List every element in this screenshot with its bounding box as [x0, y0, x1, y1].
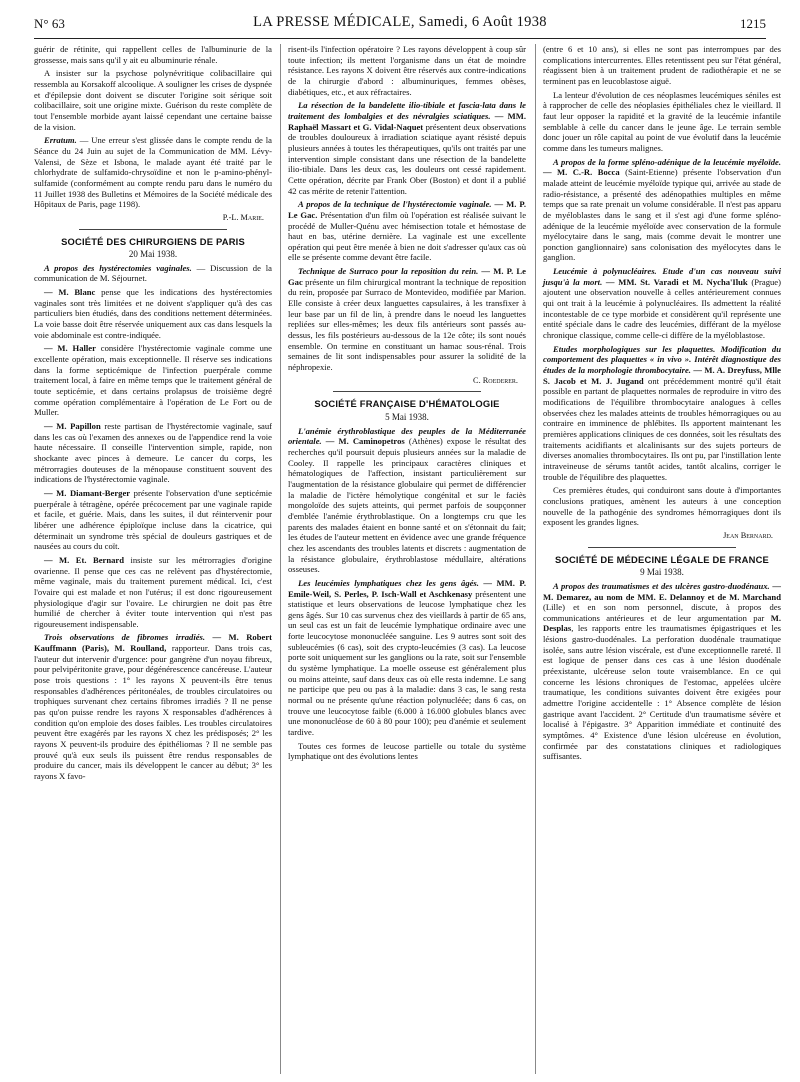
- article: [543, 581, 781, 762]
- speaker-name: — M. Caminopetros: [321, 436, 405, 447]
- speaker-name: — M. P. Le Gac: [288, 266, 526, 287]
- article: [288, 426, 526, 575]
- article-title: Leucémie à polynucléaires. Etude d'un cas nouveau suivi jusqu'à la mort.: [543, 266, 781, 287]
- signature: P.-L. Marie.: [222, 212, 264, 222]
- article-text: pense que les indications des hystérectomies vaginales sont très limitées et ne doivent s'appliquer qu'à des cas particuliers bien étudiés, dans des conditions nettement déterminées. La voie basse doit être réservée uniquement aux cas dans lesquels la voie abdominale est contre-indiquée.: [34, 287, 272, 340]
- article-title: A propos de la forme spléno-adénique de la leucémie myéloïde.: [553, 156, 781, 167]
- column-divider: [535, 44, 536, 1074]
- article: [288, 266, 526, 373]
- article-text: présentent une statistique et leurs observations de leucose lymphatique chez les gens âgés. Sur 10 cas survenus chez des vieillards à partir de 65 ans, un seul cas est un fait de leucémie lymphatique ordinaire avec une forte leucocytose mononucléée sanguine. Les 9 autres sont soit des subleucémies (6 cas), soit des crypto-leucémies (3 cas). La leucose porte soit uniquement sur les ganglions ou la rate, soit sur l'ensemble du système lymphatique. La moelle osseuse est généralement plus ou moins atteinte, sauf dans deux cas où elle resta indemne. Le sang ne participe que peu ou pas à la maladie: dans 3 cas, le sang resta normal ou ne présente qu'une réaction polynucléée; dans 6 cas, on trouve une leucocytose faible (6.000 à 16.000 globules blancs avec une mononucléose de 60 à 80 pour 100); peu d'anémie et seulement tardive.: [288, 588, 526, 738]
- article-title: Etudes morphologiques sur les plaquettes. Modification du comportement des plaquettes « in vivo ». Intérêt diagnostique des études de la morphologie thrombocytaire.: [543, 343, 781, 376]
- article-text: , les rapports entre les traumatismes épigastriques et les lésions gastro-duodénales. La perforation duodénale traumatique isolée, sans autre lésion viscérale, est d'une exceptionnelle rareté. Il est logique de penser dans ces cas à une lésion duodénale préexistante, ulcéreuse selon toute vraisemblance. En ce qui concerne les lésions chroniques de l'estomac, appelées ulcère traumatique, les conditions suivantes doivent être exigées pour admettre l'origine accidentelle : 1° Absence complète de lésion gastrique avant l'accident. 2° Certitude d'un traumatisme sévère et localisé à l'épigastre. 3° Apparition immédiate et continuité des symptômes. 4° Existence d'une lésion ulcéreuse en évolution, confirmée par des constatations cliniques et radiologiques suffisantes.: [543, 623, 781, 762]
- article: [543, 344, 781, 483]
- speaker-name: — M. Et. Bernard: [44, 554, 125, 565]
- article-text: Présentation d'un film où l'opération est réalisée suivant le procédé de Muller-Quénu avec hémisection totale et hémostase de haut en bas, utérine dernière. La vaginale est une excellente opération qui peut être menée à bien ne doit s'adresser qu'aux cas où elle se présente comme devant être facile.: [288, 209, 527, 263]
- article-text: présentent deux observations de troubles douloureux à irradiation sciatique ayant résisté depuis plusieurs années à toutes les thérapeutiques, qu'ils ont traités par une intervention simple consistant dans une résection de la bandelette ilio-tibiale. Dans les deux cas, les douleurs ont cessé rapidement. Cette opération, décrite par Frank Ober (Boston) et dont il a publié 42 cas mérite de retenir l'attention.: [288, 121, 527, 196]
- paragraph: La lenteur d'évolution de ces néoplasmes leucémiques séniles est à rapprocher de celle des néoplasies épithéliales chez le vieillard. Il faut leur opposer la rapidité et la gravité de la leucémie infantile semblable à celle du cancer dans le jeune âge. Le terrain semble donc jouer un rôle capital au point de vue évolutif dans la leucémie comme dans les tumeurs malignes.: [543, 89, 781, 153]
- section-heading: SOCIÉTÉ FRANÇAISE D'HÉMATOLOGIE: [314, 398, 500, 410]
- article-title: Les leucémies lymphatiques chez les gens âgés.: [298, 577, 479, 588]
- article-title: A propos des hystérectomies vaginales.: [44, 262, 192, 273]
- erratum-text: — Une erreur s'est glissée dans le compte rendu de la Séance du 24 Juin au sujet de la Communication de MM. Lévy-Valensi, de Sèze et Isbona, le malade ayant été traité par le chlorhydrate de sulfamido-chrysoïdine et non le p-amino-phényl-sulfamide (conformément au compte rendu paru dans le numéro du 11 Juillet 1938 des Bulletins et Mémoires de la Société médicale des Hôpitaux de Paris, page 1198).: [34, 135, 272, 210]
- column-2: [288, 44, 526, 765]
- speaker-name: — M. Haller: [44, 343, 96, 354]
- article: [288, 100, 526, 196]
- article: [34, 343, 272, 418]
- article: [34, 421, 272, 485]
- paragraph: Ces premières études, qui conduiront sans doute à d'importantes conclusions pratiques, amènent les auteurs à une conception nouvelle de la pathogénie des syndromes hémorragiques dont ils exposent les grandes lignes.: [543, 485, 781, 528]
- article-text: présente un film chirurgical montrant la technique de reposition du rein, proposée par Surraco de Montevideo, modifiée par Marion. Elle consiste à créer deux languettes capsulaires, à les transfixer à leur base par un fil de lin, à prendre dans le noeud les languettes repliées sur elles-mêmes; les deux fils antérieurs sont passés au-dessus, les fils postérieurs au-dessous de la 12e côte; ils sont noués ensemble. On termine en constituant un hamac sous-rénal. Trois semaines de lit sont indispensables pour assurer la solidité de la néphropexie.: [288, 276, 526, 373]
- paragraph: Toutes ces formes de leucose partielle ou totale du système lymphatique ont des évolutions lentes: [288, 740, 526, 762]
- speaker-name: M. Desplas: [543, 612, 781, 634]
- article-title: A propos des traumatismes et des ulcères gastro-duodénaux.: [553, 580, 770, 591]
- article-title: Technique de Surraco pour la reposition du rein.: [298, 266, 479, 277]
- paragraph: risent-ils l'infection opératoire ? Les rayons développent à coup sûr toute infection; ils mettent l'organisme dans un état de moindre résistance. Les rayons X doivent être réservés aux contre-indications de la chirurgie d'abord : albuminuriques, femmes obèses, diabétiques, etc., et aux réfractaires.: [288, 44, 526, 97]
- erratum-paragraph: [34, 135, 272, 210]
- page-number: 1215: [740, 16, 766, 31]
- speaker-name: — M. Diamant-Berger: [44, 487, 131, 498]
- article-text: rapporteur. Dans trois cas, l'auteur dut intervenir d'urgence: pour gangrène d'un noyau fibreux, pour pelvipéritonite grave, pour dégénérescence cancéreuse. L'auteur pose trois questions : 1° les rayons X peuvent-ils être tenus responsables d'adhérences péritonéales, de troubles circulatoires ou trophiques survenant chez certains fibromes irradiés ? Il ne pense pas qu'on puisse rendre les rayons X responsables d'adhérences à condition qu'on emploie des doses faibles. Les troubles circulatoires peuvent être exagérés par les rayons X chez les prédisposés; 2° les rayons X peuvent-ils produire des épithéliomas ? Il ne semble pas prouvé qu'à eux seuls ils puissent être rendus responsables de produire du cancer, mais ils développent le cancer au début; 3° les rayons X favo-: [34, 643, 273, 781]
- section-heading: SOCIÉTÉ DES CHIRURGIENS DE PARIS: [61, 235, 245, 247]
- article-title: La résection de la bandelette ilio-tibiale et fascia-lata dans le traitement des lombalgies et des névralgies sciatiques.: [288, 100, 526, 121]
- article: [543, 266, 781, 341]
- article-title: A propos de la technique de l'hystérectomie vaginale.: [298, 199, 492, 210]
- article-text: (Lille) et en son nom personnel, discute, à propos des communications antérieures et de leur argumentation par: [543, 602, 781, 623]
- speaker-name: — M. A. Dreyfuss, Mlle S. Jacob et M. J. Jugand: [543, 365, 781, 386]
- article-title: L'anémie érythroblastique des peuples de la Méditerranée orientale.: [288, 425, 526, 447]
- article: [288, 199, 526, 263]
- speaker-name: — MM. Raphaël Massart et G. Vidal-Naquet: [288, 110, 527, 132]
- column-divider: [280, 44, 281, 1074]
- article: [34, 287, 272, 340]
- session-date: 9 Mai 1938.: [640, 567, 684, 578]
- article: [34, 263, 272, 284]
- article: [34, 632, 272, 781]
- article-text: insiste sur les métrorragies d'origine ovarienne. Il pense que ces cas ne relèvent pas d'hystérectomie, même vaginale, mais du traitement purement médical. Ici, c'est l'ovaire qui est malade et non l'utérus; il est donc rigoureusement physiologique d'agir sur l'ovaire. Le chirurgien ne doit pas être humilié de chercher à éviter toute intervention qui n'est pas rigoureusement indispensable.: [34, 554, 272, 629]
- article-text: (Saint-Etienne) présente l'observation d'un malade atteint de leucémie myéloïde typique qui, arrivée au stade de radio-résistance, a présenté des adénopathies multiples en même temps que sa rate prenait un volume considérable. Il n'est pas apparu de myéloblastes dans le sang et il s'est agi d'une forme spléno-adénique de la leucémie myéloïde avec conservation de la formule myélocytaire dans le sang, mais (comme devait le montrer une ponction ganglionnaire) sans colonisation des myélocytes dans le ganglion.: [543, 167, 781, 263]
- page-header: [34, 14, 766, 39]
- paragraph: A insister sur la psychose polynévritique colibacillaire qui ressembla au Korsakoff alcoolique. A souligner les crises de dyspnée et d'épilepsie dont doivent se discuter l'origine soit sérique soit colibacillaire, soit une origine mixte. Guérison du reste complète de tout l'ensemble morbide ayant laissé cependant une certaine baisse de la vision.: [34, 68, 272, 132]
- session-date: 20 Mai 1938.: [128, 249, 178, 260]
- erratum-label: Erratum.: [44, 135, 77, 146]
- speaker-name: — MM. P. Emile-Weil, S. Perles, P. Isch-Wall et Aschkenasy: [288, 577, 526, 599]
- column-1: [34, 44, 272, 785]
- article: [543, 157, 781, 264]
- speaker-name: — M. Robert Kauffmann (Paris), M. Roulland,: [34, 632, 272, 654]
- article: [34, 488, 272, 552]
- section-rule: [79, 229, 227, 230]
- article-text: reste partisan de l'hystérectomie vaginale, sauf dans les cas où l'examen des annexes ou de l'appendice rend la voie haute nécessaire. Il conseille l'intervention simple, rapide, non shockante avec pinces à demeure. Le cancer du corps, les métrorragies douteuses de la ménopause constituent souvent des indications de l'hystérectomie vaginale.: [34, 421, 273, 485]
- article-text: — Discussion de la communication de M. Séjournet.: [34, 262, 272, 284]
- session-date: 5 Mai 1938.: [385, 412, 429, 422]
- issue-number: N° 63: [34, 16, 65, 31]
- article-title: Trois observations de fibromes irradiés.: [44, 632, 206, 643]
- speaker-name: — M. Blanc: [44, 287, 96, 298]
- article-text: (Athènes) expose le résultat des recherches qu'il poursuit depuis plusieurs années sur la maladie de Cooley. Il rappelle les principaux caractères cliniques et hématologiques de l'affection, insistant particulièrement sur l'augmentation de la résistance globulaire qui permet de différencier la maladie de l'ictère hémolytique congénital et sur le faciès mongoloïde des sujets atteints, qui permet parfois de soupçonner d'emblée l'anémie érythroblastique. On a longtemps cru que les parents des malades étaient en bonne santé et on s'étonnait du fait; les études de l'auteur mettent en évidence avec une grande fréquence chez les ascendants des troubles latents et discrets : augmentation de la résistance globulaire, érythroblastose médullaire, altérations osseuses.: [288, 436, 526, 575]
- paragraph: (entre 6 et 10 ans), si elles ne sont pas interrompues par des complications intercurrentes. Elles retentissent peu sur l'état général, réagissent bien à un traitement prudent de radiothérapie et ne se terminent pas en leucoblastose aiguë.: [543, 44, 781, 86]
- article: [34, 555, 272, 630]
- speaker-name: — M. Papillon: [44, 421, 101, 431]
- paragraph: guérir de rétinite, qui rappellent celles de l'albuminurie de la grossesse, mais sans qu'il y ait eu albuminurie rénale.: [34, 44, 272, 65]
- article-text: présente l'observation d'une septicémie puerpérale à tétragène, opérée précocement par une vaginale rapide et facile, et guérie. Mais, dans les suites, il dut réintervenir pour libérer une adhérence épiploïque incluse dans la cicatrice, qui déterminait un syndrome très spécial de douleurs gastriques et de nausées au cours du coït.: [34, 487, 272, 552]
- speaker-name: — M. P. Le Gac.: [288, 199, 526, 220]
- column-3: [543, 44, 781, 765]
- speaker-name: — MM. St. Varadi et M. Nycha'Iluk: [602, 276, 748, 287]
- article-text: (Prague) ajoutent une observation nouvelle à celles antérieurement connues qui ont trait à la leucémie à polynucléaires. Ils admettent la réalité incontestable de ce type morbide et considèrent qu'il représente une entité spéciale dans le cadre des leucémies, différant de la myélose chronique classique, comme celle-ci diffère de la myéloblastose.: [543, 276, 781, 341]
- article-text: considère l'hystérectomie vaginale comme une excellente opération, mais exceptionnelle. Il réserve ses indications dans la forme septicémique de l'infection puerpérale comme traitement local, à faire en même temps que le traitement général de toute septicémie, et dans certains prolapsus de troisième degré comme opération complémentaire à l'opération de Le Fort ou de Muller.: [34, 343, 272, 418]
- section-rule: [588, 547, 736, 548]
- signature: C. Roederer.: [473, 375, 518, 385]
- speaker-name: — M. C.-R. Bocca: [543, 167, 620, 178]
- journal-title: LA PRESSE MÉDICALE, Samedi, 6 Août 1938: [253, 14, 547, 30]
- section-heading: SOCIÉTÉ DE MÉDECINE LÉGALE DE FRANCE: [555, 553, 769, 565]
- article-text: ont précédemment montré qu'il était possible en partant de plaquettes normales de reproduire in vitro des modifications de l'équilibre thrombocytaire analogues à celles observées chez les malades atteints de troubles hémorragiques ou au contraire en imminence de phlébites. Ils apportent maintenant les premières applications cliniques de ces données, soit les résultats des traitements acidifiants et alcalinisants sur des sujets porteurs de diverses anomalies thrombocytaires. Ils ont pu, par l'instillation lente intraveineuse de sérums tantôt acides, tantôt alcalins, corriger le trouble de l'équilibre des plaquettes.: [543, 375, 781, 482]
- signature: Jean Bernard.: [723, 530, 773, 540]
- speaker-name: — M. Demarez, au nom de MM. E. Delannoy et de M. Marchand: [543, 580, 781, 602]
- section-rule: [333, 391, 481, 392]
- article: [288, 578, 526, 738]
